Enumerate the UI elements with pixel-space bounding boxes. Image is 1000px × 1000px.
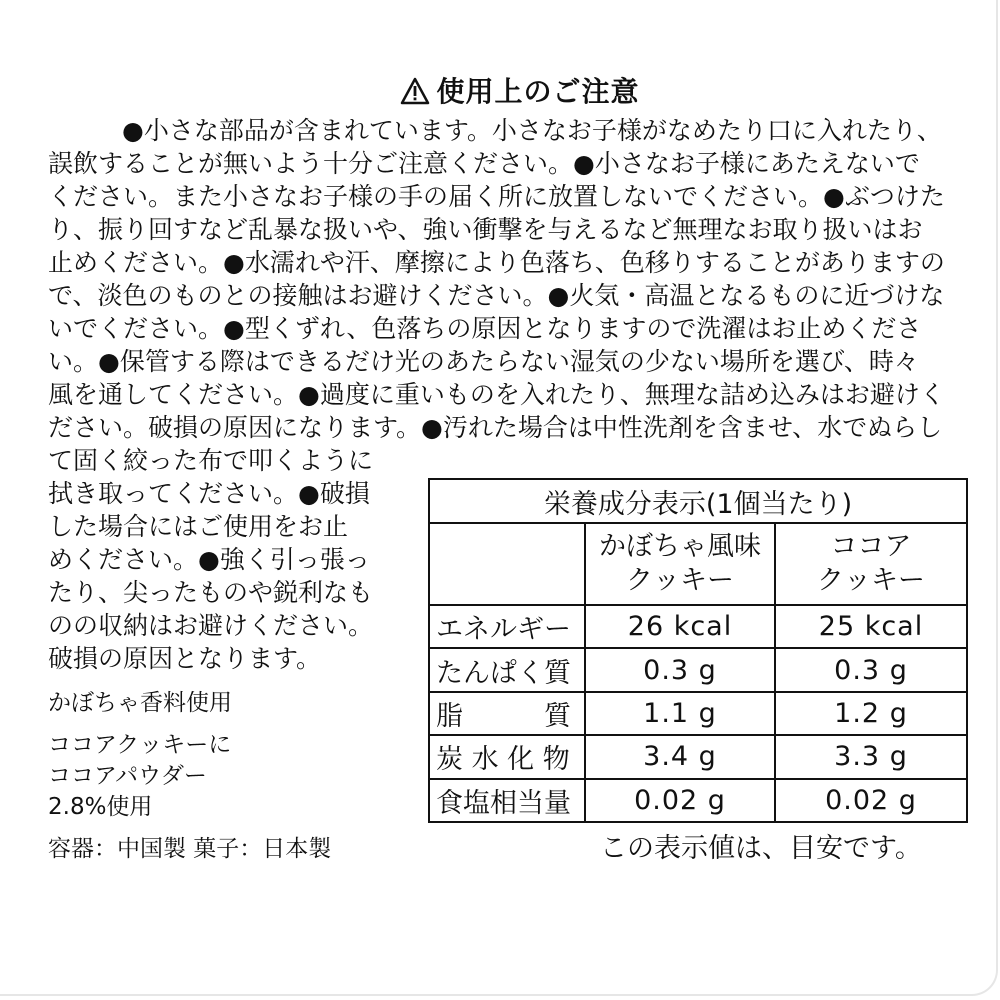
pumpkin-protein-value: 0.3 g — [585, 648, 775, 691]
table-row — [429, 779, 967, 822]
cocoa-protein-value: 0.3 g — [775, 648, 967, 691]
notice-line: ださい。破損の原因になります。●汚れた場合は中性洗剤を含ませ、水でぬらし — [48, 413, 943, 442]
notice-line: 風を通してください。●過度に重いものを入れたり、無理な詰め込みはお避けく — [48, 380, 945, 409]
table-row — [429, 692, 967, 735]
row-label-salt: 食塩相当量 — [429, 779, 585, 822]
notice-line: たり、尖ったものや鋭利なも — [48, 578, 374, 607]
pumpkin-header-line2: クッキー — [626, 565, 734, 596]
notice-line: のの収納はお避けください。 — [48, 611, 374, 640]
notice-line: 破損の原因となります。 — [48, 644, 322, 673]
pumpkin-fat-value: 1.1 g — [585, 692, 775, 735]
pumpkin-cookie-header — [585, 523, 775, 605]
notice-line: 誤飲することが無いよう十分ご注意ください。●小さなお子様にあたえないで — [48, 149, 920, 178]
notice-line: した場合にはご使用をお止 — [48, 512, 349, 541]
notice-line: ください。また小さなお子様の手の届く所に放置しないでください。●ぶつけた — [48, 182, 945, 211]
notice-line: 拭き取ってください。●破損 — [48, 479, 370, 508]
pumpkin-energy-value: 26 kcal — [585, 605, 775, 648]
notice-line: いでください。●型くずれ、色落ちの原因となりますので洗濯はお止めくださ — [48, 314, 922, 343]
cocoa-note-line3: 2.8%使用 — [48, 794, 153, 820]
pumpkin-salt-value: 0.02 g — [585, 779, 775, 822]
nutrition-note: この表示値は、目安です。 — [600, 833, 922, 864]
cocoa-note-line2: ココアパウダー — [48, 763, 207, 789]
notice-line: めください。●強く引っ張っ — [48, 545, 370, 574]
notice-line: い。●保管する際はできるだけ光のあたらない湿気の少ない場所を選び、時々 — [48, 347, 919, 376]
pumpkin-carbohydrate-value: 3.4 g — [585, 735, 775, 778]
table-row — [429, 648, 967, 691]
row-label-fat: 脂 質 — [429, 692, 585, 735]
cocoa-carbohydrate-value: 3.3 g — [775, 735, 967, 778]
cocoa-cookie-header — [775, 523, 967, 605]
warning-triangle-icon — [400, 77, 430, 105]
cocoa-header-line1: ココア — [830, 531, 912, 562]
notice-line: て固く絞った布で叩くように — [48, 446, 374, 475]
notice-title — [0, 70, 1000, 110]
cocoa-energy-value: 25 kcal — [775, 605, 967, 648]
notice-title-text: 使用上のご注意 — [436, 75, 640, 108]
row-label-carbohydrate: 炭 水 化 物 — [429, 735, 585, 778]
table-row — [429, 605, 967, 648]
notice-line: ●小さな部品が含まれています。小さなお子様がなめたり口に入れたり、 — [122, 116, 942, 145]
notice-line: 止めください。●水濡れや汗、摩擦により色落ち、色移りすることがありますの — [48, 248, 945, 277]
table-row — [429, 735, 967, 778]
nutrition-title: 栄養成分表示(1個当たり) — [429, 479, 967, 523]
pumpkin-header-line1: かぼちゃ風味 — [599, 531, 761, 562]
nutrition-table — [428, 478, 968, 823]
notice-line: で、淡色のものとの接触はお避けください。●火気・高温となるものに近づけな — [48, 281, 945, 310]
cocoa-fat-value: 1.2 g — [775, 692, 967, 735]
row-label-energy: エネルギー — [429, 605, 585, 648]
blank-header-cell — [429, 523, 585, 605]
flavor-note: かぼちゃ香料使用 — [48, 690, 232, 716]
origin-note: 容器：中国製 菓子：日本製 — [48, 836, 332, 862]
cocoa-note-line1: ココアクッキーに — [48, 732, 232, 758]
cocoa-salt-value: 0.02 g — [775, 779, 967, 822]
notice-line: り、振り回すなど乱暴な扱いや、強い衝撃を与えるなど無理なお取り扱いはお — [48, 215, 923, 244]
cocoa-header-line2: クッキー — [817, 565, 925, 596]
row-label-protein: たんぱく質 — [429, 648, 585, 691]
